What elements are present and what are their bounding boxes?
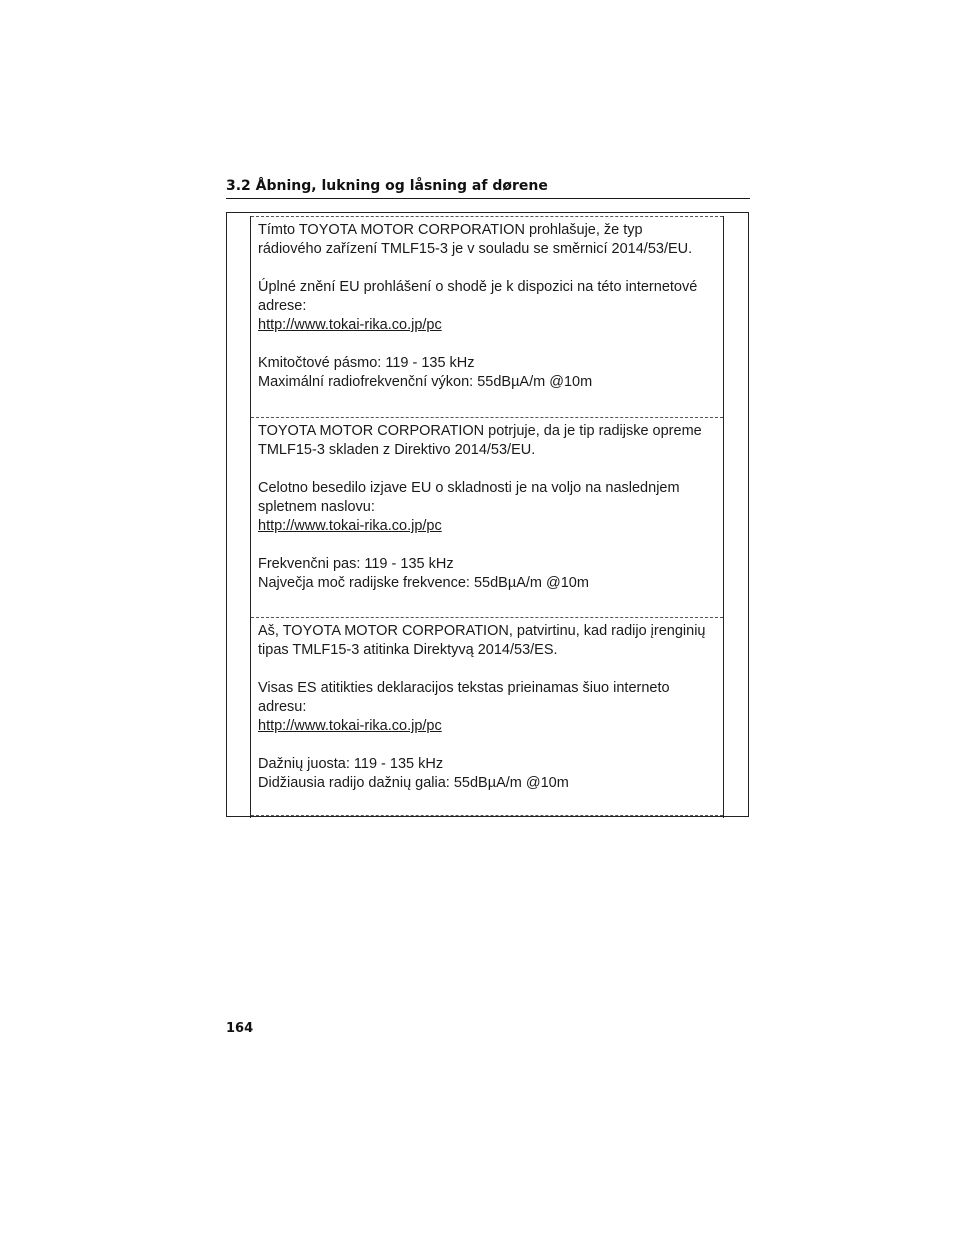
section-heading: 3.2 Åbning, lukning og låsning af dørene bbox=[226, 176, 750, 199]
declaration-line: rádiového zařízení TMLF15-3 je v souladu se směrnicí 2014/53/EU. bbox=[258, 241, 693, 257]
declaration-url-link[interactable]: http://www.tokai-rika.co.jp/pc bbox=[258, 718, 442, 734]
declaration-url-link[interactable]: http://www.tokai-rika.co.jp/pc bbox=[258, 317, 442, 333]
frequency-band: Frekvenčni pas: 119 - 135 kHz bbox=[258, 556, 454, 572]
fulltext-line: spletnem naslovu: bbox=[258, 499, 375, 515]
fulltext-line: adresu: bbox=[258, 699, 307, 715]
page-number: 164 bbox=[226, 1021, 254, 1036]
declaration-block-slovenian bbox=[251, 417, 723, 617]
max-power: Največja moč radijske frekvence: 55dBµA/m @10m bbox=[258, 575, 589, 591]
fulltext-line: Úplné znění EU prohlášení o shodě je k dispozici na této internetové bbox=[258, 279, 698, 295]
declaration-line: TOYOTA MOTOR CORPORATION potrjuje, da je tip radijske opreme bbox=[258, 423, 702, 439]
max-power: Didžiausia radijo dažnių galia: 55dBµA/m @10m bbox=[258, 775, 569, 791]
declaration-block-czech bbox=[251, 216, 723, 417]
frequency-band: Dažnių juosta: 119 - 135 kHz bbox=[258, 756, 444, 772]
fulltext-line: adrese: bbox=[258, 298, 307, 314]
bottom-dashed-rule bbox=[251, 815, 723, 816]
frequency-band: Kmitočtové pásmo: 119 - 135 kHz bbox=[258, 355, 475, 371]
declaration-line: TMLF15-3 skladen z Direktivo 2014/53/EU. bbox=[258, 442, 536, 458]
declaration-url-link[interactable]: http://www.tokai-rika.co.jp/pc bbox=[258, 518, 442, 534]
fulltext-line: Visas ES atitikties deklaracijos tekstas prieinamas šiuo interneto bbox=[258, 680, 670, 696]
declaration-line: tipas TMLF15-3 atitinka Direktyvą 2014/53/ES. bbox=[258, 642, 558, 658]
declaration-block-lithuanian bbox=[251, 617, 723, 817]
fulltext-line: Celotno besedilo izjave EU o skladnosti je na voljo na naslednjem bbox=[258, 480, 680, 496]
declaration-line: Tímto TOYOTA MOTOR CORPORATION prohlašuje, že typ bbox=[258, 222, 643, 238]
max-power: Maximální radiofrekvenční výkon: 55dBµA/m @10m bbox=[258, 374, 593, 390]
declaration-line: Aš, TOYOTA MOTOR CORPORATION, patvirtinu, kad radijo įrenginių bbox=[258, 623, 706, 639]
